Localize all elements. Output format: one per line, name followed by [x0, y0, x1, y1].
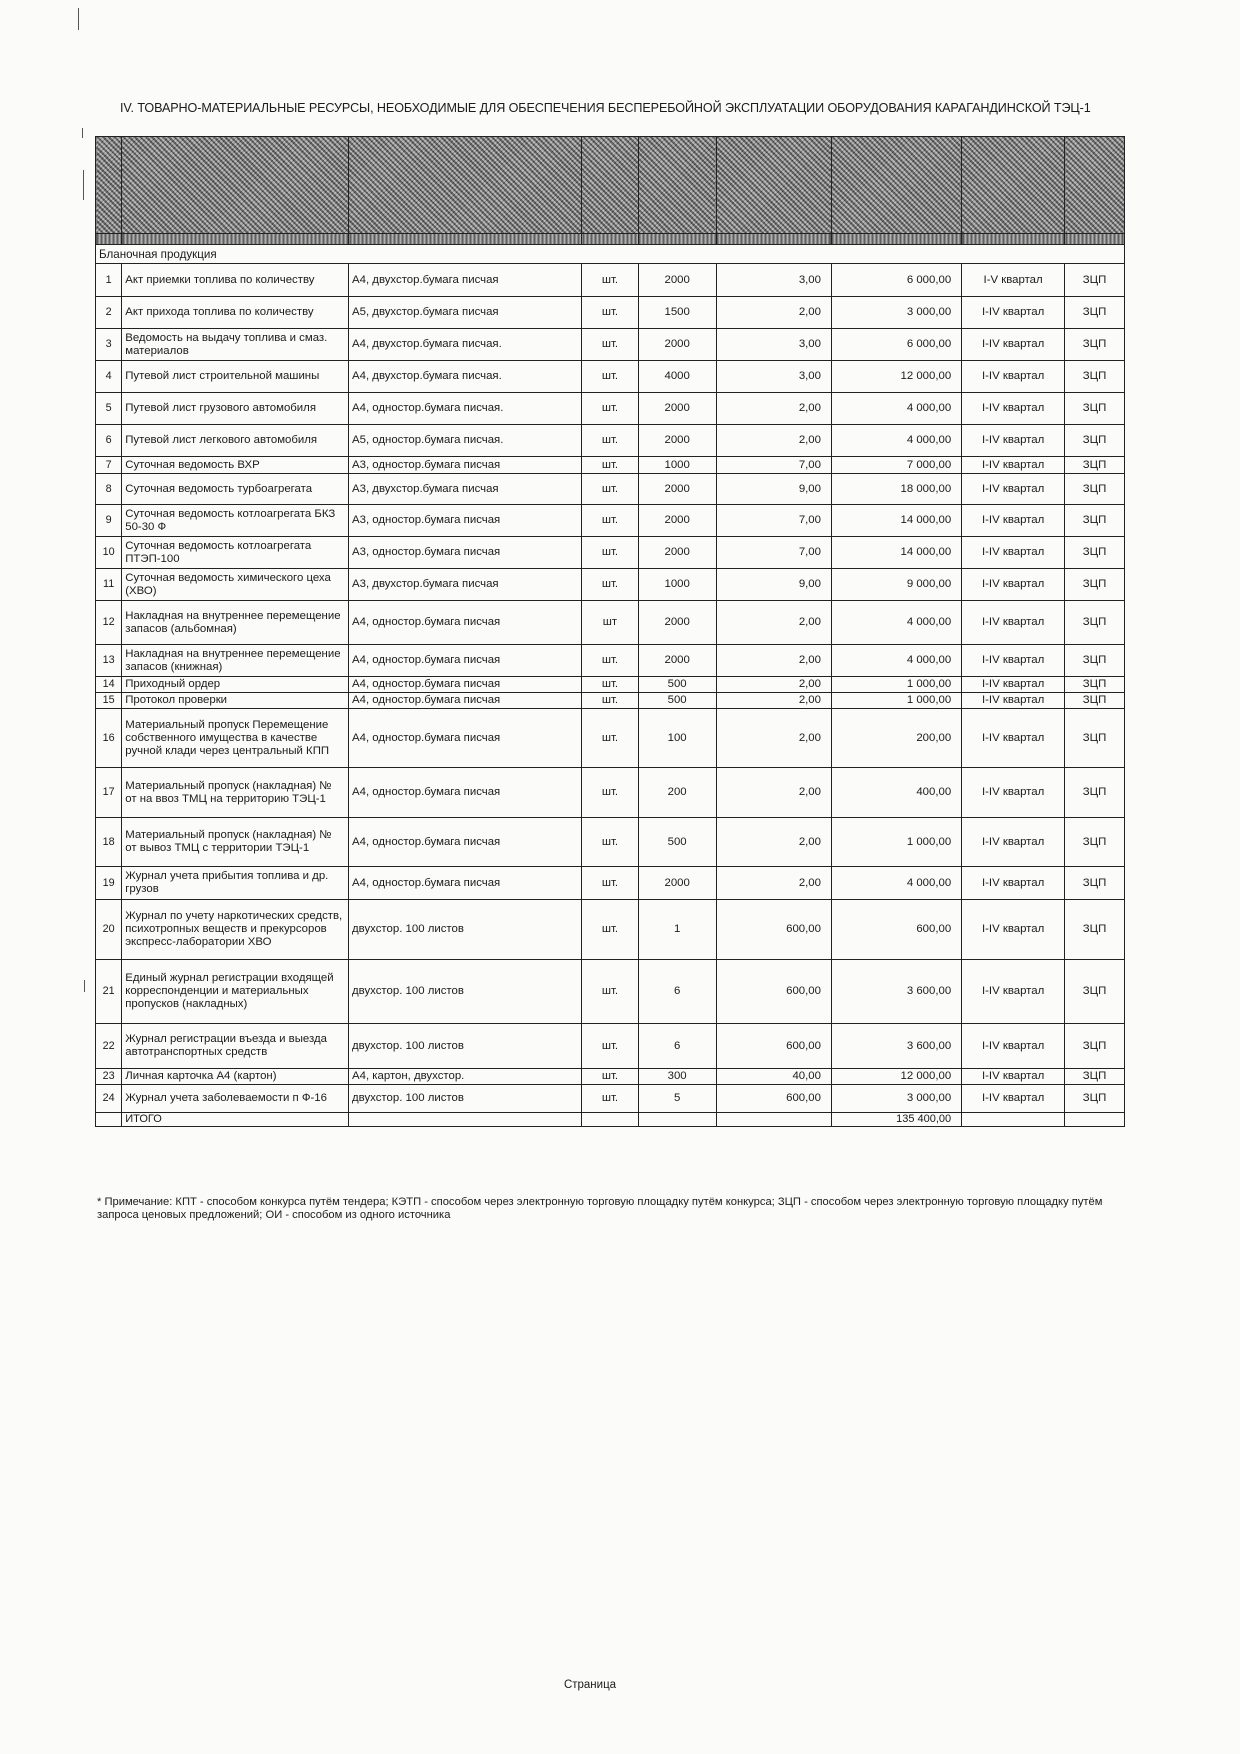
table-row	[96, 297, 1125, 329]
table-row	[96, 505, 1125, 537]
item-method: ЗЦП	[1065, 645, 1125, 677]
item-price: 2,00	[716, 709, 831, 768]
table-row	[96, 768, 1125, 818]
table-row	[96, 867, 1125, 900]
scan-artifact	[78, 8, 79, 30]
item-quarter: I-IV квартал	[962, 474, 1065, 505]
item-method: ЗЦП	[1065, 900, 1125, 960]
item-spec: А4, одностор.бумага писчая	[349, 867, 582, 900]
column-number-cell	[638, 234, 716, 245]
item-quarter: I-IV квартал	[962, 425, 1065, 457]
item-name: Акт приемки топлива по количеству	[122, 264, 349, 297]
item-quarter: I-IV квартал	[962, 900, 1065, 960]
table-footer	[96, 1113, 1125, 1127]
header-cell	[96, 137, 122, 234]
item-quarter: I-IV квартал	[962, 1024, 1065, 1069]
item-spec: А3, двухстор.бумага писчая	[349, 474, 582, 505]
item-sum: 6 000,00	[831, 329, 961, 361]
item-method: ЗЦП	[1065, 601, 1125, 645]
row-number: 8	[96, 474, 122, 505]
item-spec: А4, двухстор.бумага писчая	[349, 264, 582, 297]
item-quarter: I-IV квартал	[962, 1085, 1065, 1113]
table-row	[96, 1069, 1125, 1085]
item-name: Материальный пропуск (накладная) № от вывоз ТМЦ с территории ТЭЦ-1	[122, 818, 349, 867]
table-row	[96, 1085, 1125, 1113]
item-quantity: 1000	[638, 569, 716, 601]
item-quantity: 500	[638, 677, 716, 693]
item-spec: А4, одностор.бумага писчая	[349, 677, 582, 693]
item-sum: 1 000,00	[831, 693, 961, 709]
row-number: 20	[96, 900, 122, 960]
table-row	[96, 569, 1125, 601]
table-row	[96, 393, 1125, 425]
table-row	[96, 900, 1125, 960]
item-quantity: 2000	[638, 393, 716, 425]
column-number-cell	[122, 234, 349, 245]
item-unit: шт.	[582, 768, 639, 818]
item-method: ЗЦП	[1065, 569, 1125, 601]
item-sum: 7 000,00	[831, 457, 961, 474]
item-spec: А5, двухстор.бумага писчая	[349, 297, 582, 329]
item-quarter: I-IV квартал	[962, 709, 1065, 768]
item-name: Суточная ведомость химического цеха (ХВО)	[122, 569, 349, 601]
page-footer: Страница	[563, 1679, 617, 1691]
table-row	[96, 693, 1125, 709]
item-method: ЗЦП	[1065, 297, 1125, 329]
row-number: 13	[96, 645, 122, 677]
row-number: 11	[96, 569, 122, 601]
item-unit: шт.	[582, 361, 639, 393]
item-price: 3,00	[716, 329, 831, 361]
item-sum: 600,00	[831, 900, 961, 960]
item-quarter: I-IV квартал	[962, 329, 1065, 361]
row-number: 18	[96, 818, 122, 867]
item-quarter: I-IV квартал	[962, 393, 1065, 425]
item-spec: А4, картон, двухстор.	[349, 1069, 582, 1085]
item-spec: А4, двухстор.бумага писчая.	[349, 361, 582, 393]
item-quantity: 2000	[638, 425, 716, 457]
item-price: 2,00	[716, 297, 831, 329]
item-price: 2,00	[716, 867, 831, 900]
item-quarter: I-IV квартал	[962, 693, 1065, 709]
row-number: 7	[96, 457, 122, 474]
table-row	[96, 1024, 1125, 1069]
row-number: 12	[96, 601, 122, 645]
item-price: 2,00	[716, 645, 831, 677]
row-number: 6	[96, 425, 122, 457]
item-price: 600,00	[716, 900, 831, 960]
item-quantity: 4000	[638, 361, 716, 393]
item-unit: шт.	[582, 709, 639, 768]
item-spec: А3, одностор.бумага писчая	[349, 537, 582, 569]
row-number: 2	[96, 297, 122, 329]
item-method: ЗЦП	[1065, 329, 1125, 361]
table-header	[96, 137, 1125, 245]
scan-artifact	[83, 170, 84, 200]
item-price: 7,00	[716, 457, 831, 474]
item-sum: 9 000,00	[831, 569, 961, 601]
item-name: Накладная на внутреннее перемещение запасов (альбомная)	[122, 601, 349, 645]
scan-artifact	[82, 128, 83, 138]
total-empty-cell	[716, 1113, 831, 1127]
row-number: 10	[96, 537, 122, 569]
item-price: 7,00	[716, 537, 831, 569]
item-unit: шт.	[582, 425, 639, 457]
footnote: * Примечание: КПТ - способом конкурса путём тендера; КЭТП - способом через электронную торговую площадку путём конкурса; ЗЦП - способом через электронную торговую площадку путём запроса ценовых предложений; ОИ - способом из одного источника	[97, 1196, 1103, 1221]
item-unit: шт.	[582, 1069, 639, 1085]
item-method: ЗЦП	[1065, 505, 1125, 537]
item-spec: А3, одностор.бумага писчая	[349, 457, 582, 474]
item-quantity: 200	[638, 768, 716, 818]
item-spec: А4, одностор.бумага писчая.	[349, 393, 582, 425]
item-price: 600,00	[716, 1024, 831, 1069]
item-method: ЗЦП	[1065, 677, 1125, 693]
item-price: 2,00	[716, 768, 831, 818]
item-quantity: 1	[638, 900, 716, 960]
row-number: 1	[96, 264, 122, 297]
item-quantity: 5	[638, 1085, 716, 1113]
item-quantity: 2000	[638, 474, 716, 505]
item-quantity: 6	[638, 960, 716, 1024]
item-price: 7,00	[716, 505, 831, 537]
item-spec: двухстор. 100 листов	[349, 900, 582, 960]
total-empty-cell	[1065, 1113, 1125, 1127]
item-price: 2,00	[716, 425, 831, 457]
item-unit: шт.	[582, 645, 639, 677]
item-unit: шт.	[582, 474, 639, 505]
row-number: 24	[96, 1085, 122, 1113]
item-spec: А4, одностор.бумага писчая	[349, 601, 582, 645]
item-unit: шт.	[582, 537, 639, 569]
document-title: IV. ТОВАРНО-МАТЕРИАЛЬНЫЕ РЕСУРСЫ, НЕОБХОДИМЫЕ ДЛЯ ОБЕСПЕЧЕНИЯ БЕСПЕРЕБОЙНОЙ ЭКСПЛУАТАЦИИ ОБОРУДОВАНИЯ КАРАГАНДИНСКОЙ ТЭЦ-1	[120, 101, 1091, 115]
item-spec: А4, одностор.бумага писчая	[349, 768, 582, 818]
item-spec: А3, двухстор.бумага писчая	[349, 569, 582, 601]
item-name: Суточная ведомость котлоагрегата ПТЭП-100	[122, 537, 349, 569]
item-quantity: 2000	[638, 867, 716, 900]
item-spec: двухстор. 100 листов	[349, 1024, 582, 1069]
item-quarter: I-IV квартал	[962, 569, 1065, 601]
header-cell	[716, 137, 831, 234]
item-method: ЗЦП	[1065, 1085, 1125, 1113]
item-sum: 1 000,00	[831, 818, 961, 867]
item-quarter: I-IV квартал	[962, 457, 1065, 474]
item-sum: 3 000,00	[831, 1085, 961, 1113]
item-unit: шт.	[582, 505, 639, 537]
table-row	[96, 677, 1125, 693]
table-row	[96, 960, 1125, 1024]
item-name: Материальный пропуск Перемещение собственного имущества в качестве ручной клади через центральный КПП	[122, 709, 349, 768]
table-row	[96, 601, 1125, 645]
resources-table	[95, 136, 1125, 1127]
item-quarter: I-IV квартал	[962, 960, 1065, 1024]
item-spec: А3, одностор.бумага писчая	[349, 505, 582, 537]
item-spec: А5, одностор.бумага писчая.	[349, 425, 582, 457]
header-cell	[638, 137, 716, 234]
item-method: ЗЦП	[1065, 537, 1125, 569]
item-name: Журнал учета заболеваемости п Ф-16	[122, 1085, 349, 1113]
column-number-cell	[349, 234, 582, 245]
row-number: 21	[96, 960, 122, 1024]
item-spec: двухстор. 100 листов	[349, 960, 582, 1024]
item-quarter: I-IV квартал	[962, 768, 1065, 818]
item-quantity: 500	[638, 818, 716, 867]
item-quarter: I-IV квартал	[962, 505, 1065, 537]
item-quantity: 100	[638, 709, 716, 768]
total-empty-cell	[349, 1113, 582, 1127]
row-number: 9	[96, 505, 122, 537]
header-cell	[1065, 137, 1125, 234]
table-row	[96, 709, 1125, 768]
item-name: Накладная на внутреннее перемещение запасов (книжная)	[122, 645, 349, 677]
column-number-cell	[582, 234, 639, 245]
item-quantity: 2000	[638, 537, 716, 569]
row-number: 14	[96, 677, 122, 693]
table-body	[96, 245, 1125, 1113]
row-number: 23	[96, 1069, 122, 1085]
item-quantity: 1500	[638, 297, 716, 329]
item-name: Личная карточка А4 (картон)	[122, 1069, 349, 1085]
item-unit: шт.	[582, 329, 639, 361]
total-label: ИТОГО	[122, 1113, 349, 1127]
table-row	[96, 264, 1125, 297]
header-column-numbers	[96, 234, 1125, 245]
item-quantity: 2000	[638, 505, 716, 537]
table-row	[96, 474, 1125, 505]
item-quarter: I-IV квартал	[962, 677, 1065, 693]
item-method: ЗЦП	[1065, 361, 1125, 393]
item-price: 9,00	[716, 569, 831, 601]
item-spec: А4, одностор.бумага писчая	[349, 693, 582, 709]
item-sum: 12 000,00	[831, 1069, 961, 1085]
item-unit: шт.	[582, 264, 639, 297]
item-price: 2,00	[716, 693, 831, 709]
row-number: 15	[96, 693, 122, 709]
item-quarter: I-IV квартал	[962, 601, 1065, 645]
item-price: 2,00	[716, 601, 831, 645]
column-number-cell	[962, 234, 1065, 245]
item-quantity: 2000	[638, 264, 716, 297]
total-empty-cell	[638, 1113, 716, 1127]
item-name: Суточная ведомость турбоагрегата	[122, 474, 349, 505]
total-row	[96, 1113, 1125, 1127]
item-name: Журнал по учету наркотических средств, психотропных веществ и прекурсоров экспресс-лаборатории ХВО	[122, 900, 349, 960]
item-spec: двухстор. 100 листов	[349, 1085, 582, 1113]
item-quarter: I-IV квартал	[962, 361, 1065, 393]
row-number: 22	[96, 1024, 122, 1069]
item-price: 600,00	[716, 960, 831, 1024]
item-quarter: I-IV квартал	[962, 537, 1065, 569]
item-quantity: 2000	[638, 329, 716, 361]
item-name: Суточная ведомость котлоагрегата БКЗ 50-30 Ф	[122, 505, 349, 537]
item-sum: 4 000,00	[831, 425, 961, 457]
item-sum: 4 000,00	[831, 601, 961, 645]
item-unit: шт.	[582, 677, 639, 693]
item-sum: 3 600,00	[831, 960, 961, 1024]
item-unit: шт.	[582, 1024, 639, 1069]
row-number: 3	[96, 329, 122, 361]
item-name: Акт прихода топлива по количеству	[122, 297, 349, 329]
item-quarter: I-IV квартал	[962, 645, 1065, 677]
item-unit: шт.	[582, 900, 639, 960]
item-price: 9,00	[716, 474, 831, 505]
item-spec: А4, одностор.бумага писчая	[349, 818, 582, 867]
item-method: ЗЦП	[1065, 818, 1125, 867]
section-row	[96, 245, 1125, 264]
item-quarter: I-IV квартал	[962, 818, 1065, 867]
table-row	[96, 425, 1125, 457]
total-empty-cell	[962, 1113, 1065, 1127]
item-method: ЗЦП	[1065, 425, 1125, 457]
table-row	[96, 361, 1125, 393]
row-number: 5	[96, 393, 122, 425]
item-quantity: 300	[638, 1069, 716, 1085]
item-name: Приходный ордер	[122, 677, 349, 693]
table-row	[96, 645, 1125, 677]
row-number: 16	[96, 709, 122, 768]
item-spec: А4, одностор.бумага писчая	[349, 645, 582, 677]
item-spec: А4, двухстор.бумага писчая.	[349, 329, 582, 361]
item-sum: 4 000,00	[831, 645, 961, 677]
scan-artifact	[84, 980, 85, 992]
item-unit: шт.	[582, 693, 639, 709]
item-sum: 4 000,00	[831, 393, 961, 425]
item-method: ЗЦП	[1065, 709, 1125, 768]
header-cell	[582, 137, 639, 234]
table-row	[96, 818, 1125, 867]
section-label: Бланочная продукция	[96, 245, 1125, 264]
item-unit: шт.	[582, 457, 639, 474]
item-method: ЗЦП	[1065, 960, 1125, 1024]
item-price: 40,00	[716, 1069, 831, 1085]
item-unit: шт	[582, 601, 639, 645]
item-unit: шт.	[582, 818, 639, 867]
item-quantity: 2000	[638, 645, 716, 677]
item-price: 3,00	[716, 264, 831, 297]
item-unit: шт.	[582, 1085, 639, 1113]
item-sum: 12 000,00	[831, 361, 961, 393]
table-row	[96, 329, 1125, 361]
item-spec: А4, одностор.бумага писчая	[349, 709, 582, 768]
header-cell	[962, 137, 1065, 234]
item-method: ЗЦП	[1065, 457, 1125, 474]
item-sum: 3 600,00	[831, 1024, 961, 1069]
item-method: ЗЦП	[1065, 693, 1125, 709]
item-sum: 4 000,00	[831, 867, 961, 900]
item-quantity: 6	[638, 1024, 716, 1069]
header-cell	[349, 137, 582, 234]
item-name: Материальный пропуск (накладная) № от на ввоз ТМЦ на территорию ТЭЦ-1	[122, 768, 349, 818]
item-sum: 14 000,00	[831, 505, 961, 537]
item-name: Журнал регистрации въезда и выезда автотранспортных средств	[122, 1024, 349, 1069]
item-method: ЗЦП	[1065, 768, 1125, 818]
item-unit: шт.	[582, 960, 639, 1024]
item-quarter: I-V квартал	[962, 264, 1065, 297]
item-method: ЗЦП	[1065, 393, 1125, 425]
row-number: 4	[96, 361, 122, 393]
column-number-cell	[1065, 234, 1125, 245]
header-row	[96, 137, 1125, 234]
item-quantity: 1000	[638, 457, 716, 474]
item-name: Единый журнал регистрации входящей корреспонденции и материальных пропусков (накладных)	[122, 960, 349, 1024]
item-method: ЗЦП	[1065, 1069, 1125, 1085]
row-number: 17	[96, 768, 122, 818]
item-quantity: 2000	[638, 601, 716, 645]
item-price: 3,00	[716, 361, 831, 393]
table-row	[96, 537, 1125, 569]
item-price: 2,00	[716, 818, 831, 867]
item-sum: 200,00	[831, 709, 961, 768]
item-name: Суточная ведомость ВХР	[122, 457, 349, 474]
item-method: ЗЦП	[1065, 264, 1125, 297]
item-price: 2,00	[716, 677, 831, 693]
item-name: Протокол проверки	[122, 693, 349, 709]
item-name: Путевой лист грузового автомобиля	[122, 393, 349, 425]
column-number-cell	[716, 234, 831, 245]
row-number: 19	[96, 867, 122, 900]
item-unit: шт.	[582, 569, 639, 601]
item-quarter: I-IV квартал	[962, 297, 1065, 329]
item-name: Путевой лист строительной машины	[122, 361, 349, 393]
item-unit: шт.	[582, 297, 639, 329]
item-sum: 14 000,00	[831, 537, 961, 569]
item-quantity: 500	[638, 693, 716, 709]
item-sum: 400,00	[831, 768, 961, 818]
item-sum: 6 000,00	[831, 264, 961, 297]
column-number-cell	[831, 234, 961, 245]
column-number-cell	[96, 234, 122, 245]
item-sum: 18 000,00	[831, 474, 961, 505]
item-name: Журнал учета прибытия топлива и др. грузов	[122, 867, 349, 900]
total-empty-cell	[582, 1113, 639, 1127]
item-name: Путевой лист легкового автомобиля	[122, 425, 349, 457]
item-quarter: I-IV квартал	[962, 867, 1065, 900]
item-method: ЗЦП	[1065, 474, 1125, 505]
item-method: ЗЦП	[1065, 867, 1125, 900]
item-method: ЗЦП	[1065, 1024, 1125, 1069]
item-name: Ведомость на выдачу топлива и смаз. материалов	[122, 329, 349, 361]
total-num-cell	[96, 1113, 122, 1127]
item-sum: 3 000,00	[831, 297, 961, 329]
item-unit: шт.	[582, 867, 639, 900]
total-sum: 135 400,00	[831, 1113, 961, 1127]
item-sum: 1 000,00	[831, 677, 961, 693]
item-unit: шт.	[582, 393, 639, 425]
item-price: 600,00	[716, 1085, 831, 1113]
header-cell	[831, 137, 961, 234]
table-row	[96, 457, 1125, 474]
header-cell	[122, 137, 349, 234]
item-price: 2,00	[716, 393, 831, 425]
item-quarter: I-IV квартал	[962, 1069, 1065, 1085]
